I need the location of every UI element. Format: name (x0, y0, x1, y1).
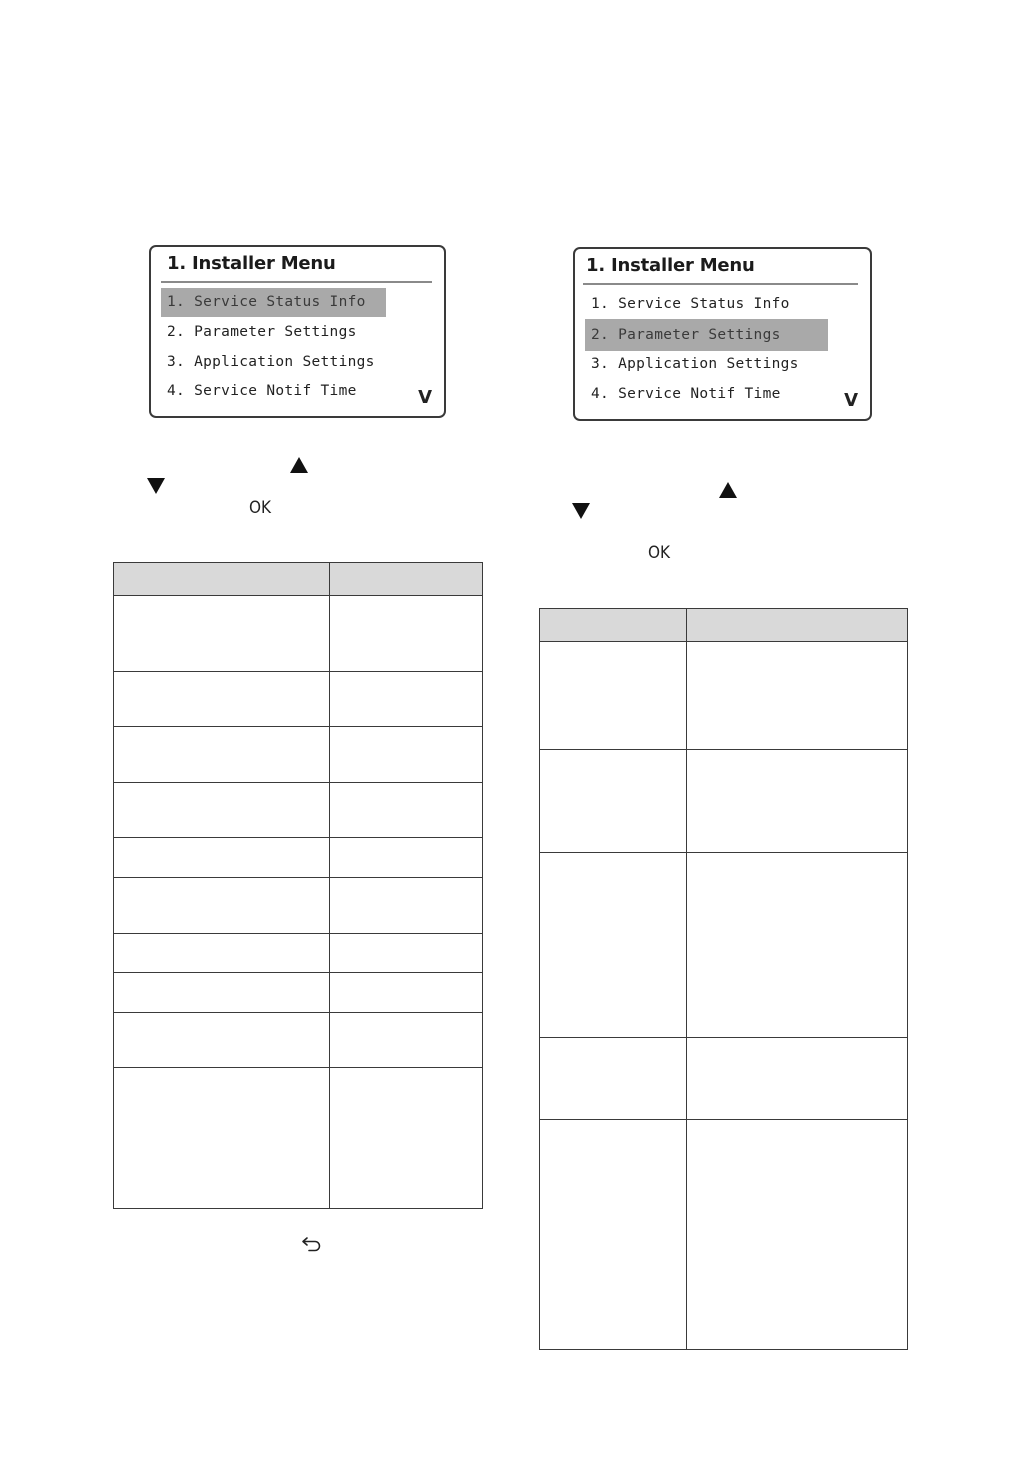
table-cell (330, 973, 483, 1013)
table-cell (114, 934, 330, 973)
lcd-title: 1. Installer Menu (586, 255, 755, 276)
table-cell (540, 1038, 687, 1120)
table-header-row (114, 563, 483, 596)
table-cell (687, 1120, 908, 1350)
header-cell (687, 609, 908, 642)
table-cell (114, 727, 330, 783)
table-row (114, 878, 483, 934)
table-cell (114, 1068, 330, 1209)
scroll-down-indicator-icon: V (844, 390, 858, 411)
table-left (113, 562, 483, 1209)
table-row (114, 1068, 483, 1209)
table-cell (540, 853, 687, 1038)
table-cell (330, 838, 483, 878)
ok-button-label: OK (249, 498, 272, 518)
table-row (540, 750, 908, 853)
table-row (540, 853, 908, 1038)
table-cell (330, 1068, 483, 1209)
header-cell (330, 563, 483, 596)
header-cell (540, 609, 687, 642)
table-cell (114, 596, 330, 672)
table-row (540, 1038, 908, 1120)
lcd-screen-right (573, 247, 872, 421)
table-cell (114, 973, 330, 1013)
table-cell (114, 672, 330, 727)
menu-item-service-status-info[interactable]: 1. Service Status Info (591, 296, 790, 312)
menu-item-application-settings[interactable]: 3. Application Settings (167, 354, 375, 370)
menu-item-parameter-settings[interactable]: 2. Parameter Settings (167, 324, 357, 340)
table-row (114, 672, 483, 727)
table-cell (687, 642, 908, 750)
table-row (114, 596, 483, 672)
down-arrow-icon (572, 503, 590, 519)
table-cell (114, 783, 330, 838)
table-cell (330, 1013, 483, 1068)
table-row (114, 973, 483, 1013)
lcd-screen-left (149, 245, 446, 418)
lcd-title: 1. Installer Menu (167, 253, 336, 274)
table-cell (330, 672, 483, 727)
table-cell (687, 853, 908, 1038)
table-cell (540, 1120, 687, 1350)
down-arrow-icon (147, 478, 165, 494)
menu-item-service-notif-time[interactable]: 4. Service Notif Time (167, 383, 357, 399)
menu-item-application-settings[interactable]: 3. Application Settings (591, 356, 799, 372)
ok-button-label: OK (648, 543, 671, 563)
table-cell (687, 750, 908, 853)
table-cell (114, 838, 330, 878)
header-cell (114, 563, 330, 596)
table-cell (540, 750, 687, 853)
scroll-down-indicator-icon: V (418, 387, 432, 408)
table-cell (114, 878, 330, 934)
table-cell (330, 934, 483, 973)
menu-item-service-status-info[interactable]: 1. Service Status Info (161, 288, 386, 317)
back-return-icon (301, 1235, 323, 1253)
table-right (539, 608, 908, 1350)
table-cell (114, 1013, 330, 1068)
table-cell (330, 727, 483, 783)
table-cell (330, 596, 483, 672)
table-row (114, 1013, 483, 1068)
menu-item-service-notif-time[interactable]: 4. Service Notif Time (591, 386, 781, 402)
table-row (114, 838, 483, 878)
table-cell (330, 783, 483, 838)
divider (583, 283, 858, 285)
up-arrow-icon (290, 457, 308, 473)
table-cell (330, 878, 483, 934)
table-header-row (540, 609, 908, 642)
table-row (540, 1120, 908, 1350)
up-arrow-icon (719, 482, 737, 498)
table-row (540, 642, 908, 750)
table-row (114, 934, 483, 973)
table-cell (687, 1038, 908, 1120)
table-row (114, 783, 483, 838)
divider (161, 281, 432, 283)
table-cell (540, 642, 687, 750)
table-row (114, 727, 483, 783)
menu-item-parameter-settings[interactable]: 2. Parameter Settings (585, 319, 828, 351)
